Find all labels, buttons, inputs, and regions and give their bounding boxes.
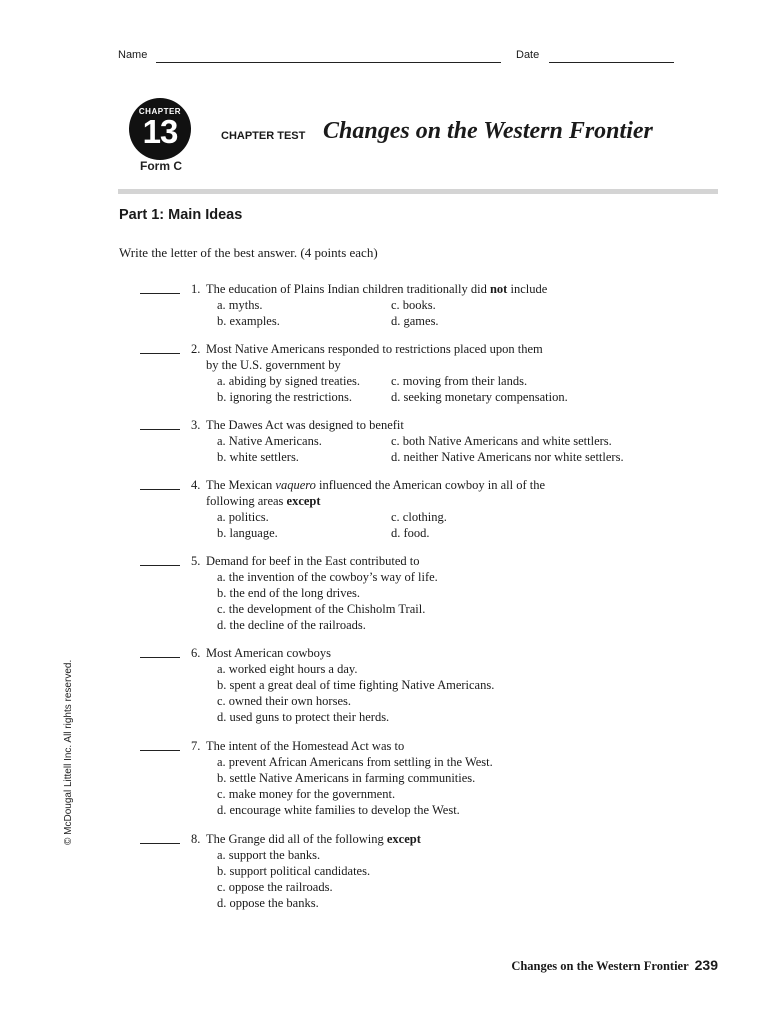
- answer-blank[interactable]: [140, 843, 180, 844]
- options: [217, 373, 697, 405]
- option-d: d. encourage white families to develop the West.: [217, 803, 460, 817]
- option-a: a. abiding by signed treaties.: [217, 374, 361, 388]
- date-label: Date: [516, 49, 540, 61]
- option-c: c. moving from their lands.: [391, 374, 528, 388]
- option-d: d. used guns to protect their herds.: [217, 710, 390, 724]
- options: [217, 509, 697, 541]
- chapter-number: 13: [142, 113, 178, 150]
- options: [217, 433, 697, 465]
- option-b: b. settle Native Americans in farming communities.: [217, 771, 476, 785]
- option-d: d. seeking monetary compensation.: [391, 390, 568, 404]
- option-a: a. the invention of the cowboy’s way of life.: [217, 570, 438, 584]
- option-d: d. food.: [391, 526, 430, 540]
- option-c: c. clothing.: [391, 510, 447, 524]
- option-d: d. oppose the banks.: [217, 896, 319, 910]
- copyright-notice: © McDougal Littell Inc. All rights reserved.: [63, 659, 74, 845]
- header-divider: [118, 189, 718, 194]
- option-c: c. owned their own horses.: [217, 694, 351, 708]
- name-field[interactable]: [156, 62, 501, 63]
- options: [217, 754, 697, 818]
- chapter-test-label: CHAPTER TEST: [221, 130, 306, 142]
- option-a: a. prevent African Americans from settling in the West.: [217, 755, 493, 769]
- name-label: Name: [118, 49, 148, 61]
- option-b: b. support political candidates.: [217, 864, 371, 878]
- options: [217, 297, 697, 329]
- question-stem: 7. The intent of the Homestead Act was to: [191, 739, 405, 753]
- page-footer: [511, 957, 718, 974]
- option-b: b. ignoring the restrictions.: [217, 390, 353, 404]
- instructions: Write the letter of the best answer. (4 points each): [119, 245, 378, 260]
- option-b: b. spent a great deal of time fighting Native Americans.: [217, 678, 495, 692]
- chapter-word: CHAPTER: [138, 107, 182, 116]
- option-d: d. neither Native Americans nor white settlers.: [391, 450, 624, 464]
- option-c: c. books.: [391, 298, 436, 312]
- question-stem: 8. The Grange did all of the following except: [191, 832, 421, 846]
- question-stem: 3. The Dawes Act was designed to benefit: [191, 418, 404, 432]
- answer-blank[interactable]: [140, 657, 180, 658]
- option-a: a. myths.: [217, 298, 263, 312]
- options: [217, 661, 697, 725]
- answer-blank[interactable]: [140, 353, 180, 354]
- form-label: Form C: [140, 159, 182, 173]
- options: [217, 569, 697, 633]
- question-stem: 2. Most Native Americans responded to restrictions placed upon them by the U.S. government by: [191, 342, 543, 372]
- chapter-badge: [129, 98, 191, 160]
- option-b: b. language.: [217, 526, 278, 540]
- option-c: c. make money for the government.: [217, 787, 396, 801]
- answer-blank[interactable]: [140, 489, 180, 490]
- question-stem: 4. The Mexican vaquero influenced the American cowboy in all of the following areas except: [191, 478, 546, 508]
- option-a: a. Native Americans.: [217, 434, 322, 448]
- answer-blank[interactable]: [140, 750, 180, 751]
- option-a: a. politics.: [217, 510, 269, 524]
- option-a: a. worked eight hours a day.: [217, 662, 358, 676]
- option-c: c. oppose the railroads.: [217, 880, 333, 894]
- option-d: d. games.: [391, 314, 439, 328]
- option-b: b. the end of the long drives.: [217, 586, 361, 600]
- footer-title: Changes on the Western Frontier: [511, 959, 689, 973]
- option-a: a. support the banks.: [217, 848, 321, 862]
- question-stem: 6. Most American cowboys: [191, 646, 331, 660]
- option-c: c. the development of the Chisholm Trail.: [217, 602, 426, 616]
- option-b: b. examples.: [217, 314, 280, 328]
- answer-blank[interactable]: [140, 565, 180, 566]
- option-b: b. white settlers.: [217, 450, 299, 464]
- question-stem: 1. The education of Plains Indian children traditionally did not include: [191, 282, 548, 296]
- page-number: 239: [694, 957, 718, 973]
- option-d: d. the decline of the railroads.: [217, 618, 366, 632]
- answer-blank[interactable]: [140, 429, 180, 430]
- options: [217, 847, 697, 911]
- name-date-row: [118, 49, 678, 65]
- part-title: Part 1: Main Ideas: [119, 207, 243, 223]
- answer-blank[interactable]: [140, 293, 180, 294]
- page-title: Changes on the Western Frontier: [323, 118, 653, 144]
- question-stem: 5. Demand for beef in the East contributed to: [191, 554, 420, 568]
- option-c: c. both Native Americans and white settlers.: [391, 434, 612, 448]
- date-field[interactable]: [549, 62, 674, 63]
